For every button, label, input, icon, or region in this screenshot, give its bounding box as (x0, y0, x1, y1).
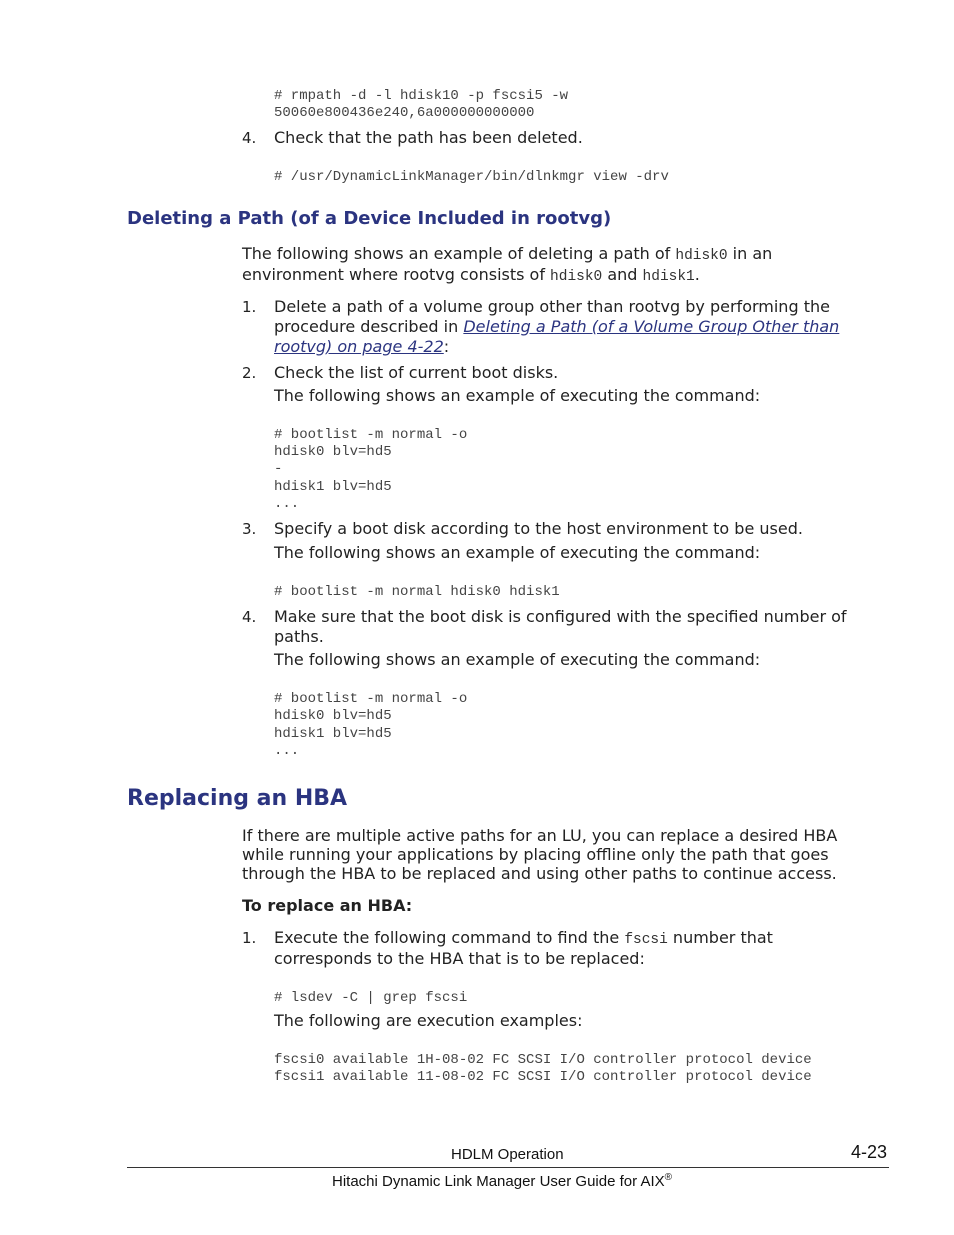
step-number: 3. (242, 520, 257, 538)
code-line: # lsdev -C | grep fscsi (274, 990, 468, 1006)
step-text: Make sure that the boot disk is configured with the specified number of (274, 607, 847, 626)
code-line: # /usr/DynamicLinkManager/bin/dlnkmgr view -drv (274, 169, 669, 185)
registered-mark: ® (664, 1172, 673, 1183)
step-text: paths. (274, 627, 324, 646)
paragraph-line: through the HBA to be replaced and using other paths to continue access. (242, 864, 837, 883)
step-text: rootvg) on page 4-22: (274, 337, 450, 356)
step-number: 4. (242, 129, 257, 147)
footer-section-name: HDLM Operation (451, 1146, 564, 1163)
step-text: Specify a boot disk according to the host environment to be used. (274, 519, 803, 538)
code-line: fscsi0 available 1H-08-02 FC SCSI I/O controller protocol device (274, 1052, 812, 1068)
code-line: # rmpath -d -l hdisk10 -p fscsi5 -w (274, 88, 569, 104)
cross-reference-link[interactable]: Deleting a Path (of a Volume Group Other than (463, 317, 840, 336)
inline-code: hdisk0 (550, 269, 603, 285)
step-text: Check that the path has been deleted. (274, 128, 583, 147)
step-number: 4. (242, 608, 257, 626)
footer-divider (127, 1167, 889, 1168)
paragraph-line: The following shows an example of deleting a path of hdisk0 in an (242, 244, 773, 264)
code-line: hdisk1 blv=hd5 (274, 726, 392, 742)
section-heading: Deleting a Path (of a Device Included in rootvg) (127, 208, 612, 229)
step-text: procedure described in Deleting a Path (of a Volume Group Other than (274, 317, 840, 336)
code-line: 50060e800436e240,6a000000000000 (274, 105, 535, 121)
code-line: hdisk0 blv=hd5 (274, 708, 392, 724)
step-text: Check the list of current boot disks. (274, 363, 559, 382)
inline-code: fscsi (624, 932, 668, 948)
step-text: The following shows an example of executing the command: (274, 650, 761, 669)
page-number: 4-23 (851, 1142, 888, 1162)
code-line: - (274, 461, 283, 477)
cross-reference-link[interactable]: rootvg) on page 4-22 (274, 337, 444, 356)
inline-code: hdisk1 (642, 269, 695, 285)
code-line: ... (274, 496, 300, 512)
code-line: ... (274, 743, 300, 759)
step-text: The following shows an example of executing the command: (274, 386, 761, 405)
paragraph-line: If there are multiple active paths for an LU, you can replace a desired HBA (242, 826, 838, 845)
code-line: # bootlist -m normal hdisk0 hdisk1 (274, 584, 560, 600)
section-heading: Replacing an HBA (127, 786, 348, 811)
step-text: Execute the following command to find the fscsi number that (274, 928, 773, 948)
step-text: The following shows an example of executing the command: (274, 543, 761, 562)
step-number: 1. (242, 298, 257, 316)
inline-code: hdisk0 (675, 248, 728, 264)
step-text: Delete a path of a volume group other than rootvg by performing the (274, 297, 830, 316)
step-text: The following are execution examples: (274, 1011, 583, 1030)
footer-doc-title: Hitachi Dynamic Link Manager User Guide for AIX® (332, 1172, 673, 1190)
paragraph-line: while running your applications by placing offline only the path that goes (242, 845, 829, 864)
code-line: hdisk1 blv=hd5 (274, 479, 392, 495)
procedure-heading: To replace an HBA: (242, 896, 413, 915)
code-line: # bootlist -m normal -o (274, 427, 468, 443)
paragraph-line: environment where rootvg consists of hdisk0 and hdisk1. (242, 265, 700, 285)
code-line: # bootlist -m normal -o (274, 691, 468, 707)
code-line: hdisk0 blv=hd5 (274, 444, 392, 460)
code-line: fscsi1 available 11-08-02 FC SCSI I/O controller protocol device (274, 1069, 812, 1085)
step-number: 2. (242, 364, 257, 382)
step-text: corresponds to the HBA that is to be replaced: (274, 949, 645, 968)
step-number: 1. (242, 929, 257, 947)
